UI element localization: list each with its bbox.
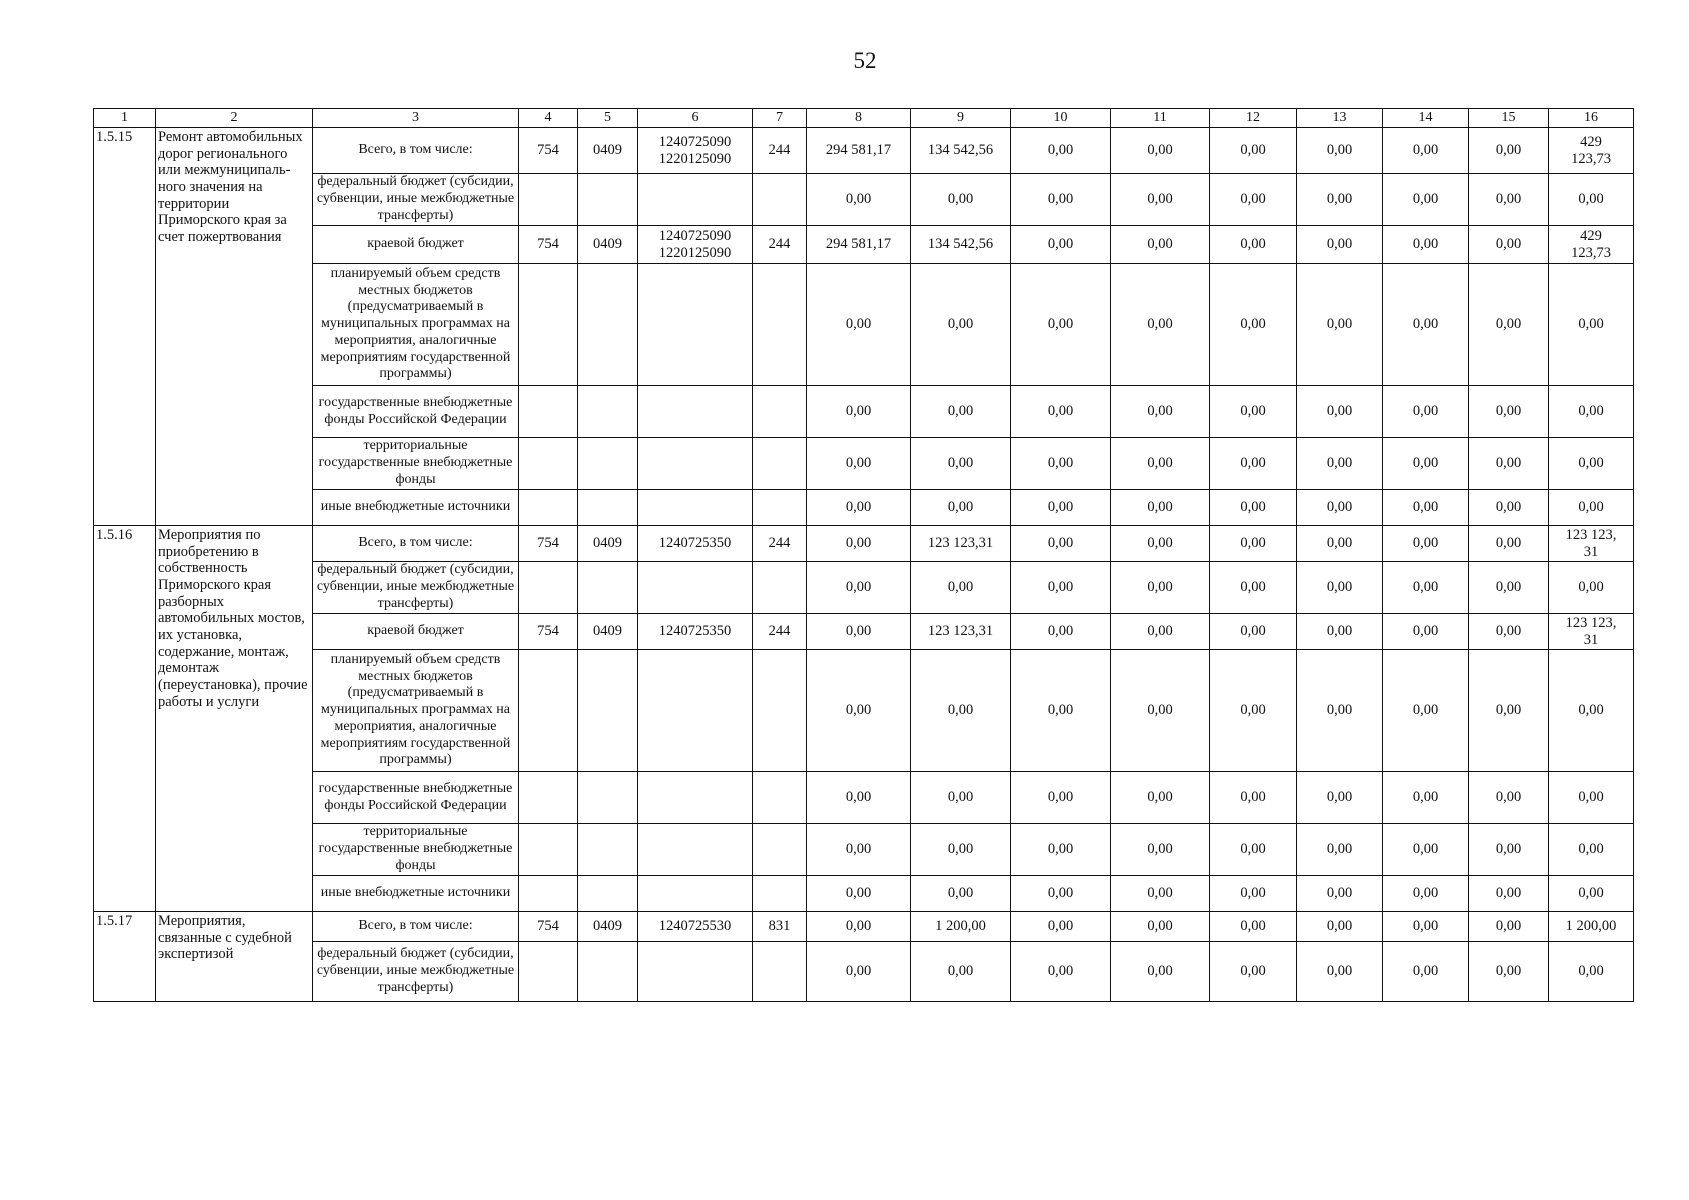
value-cell: 0,00 bbox=[1210, 614, 1297, 650]
funding-source-cell: планируемый объем средств местных бюджетов (предусматриваемый в муниципальных программах на мероприятия, аналогичные мероприятиям государственной программы) bbox=[313, 264, 519, 386]
value-cell: 0,00 bbox=[1011, 614, 1111, 650]
value-cell: 134 542,56 bbox=[911, 226, 1011, 264]
value-cell: 0,00 bbox=[1111, 562, 1210, 614]
table-row bbox=[94, 226, 1634, 264]
value-cell: 0,00 bbox=[1297, 912, 1383, 942]
value-cell: 0409 bbox=[578, 614, 638, 650]
value-cell: 0,00 bbox=[1469, 526, 1549, 562]
value-cell: 0,00 bbox=[1469, 824, 1549, 876]
section-name: Мероприятия по приобретению в собственность Приморского края разборных автомобильных мостов, их установка, содержание, монтаж, демонтаж (переустановка), прочие работы и услуги bbox=[156, 526, 313, 912]
value-cell bbox=[753, 174, 807, 226]
value-cell: 0,00 bbox=[911, 264, 1011, 386]
value-cell: 123 123, 31 bbox=[1549, 526, 1634, 562]
value-cell: 0,00 bbox=[1297, 128, 1383, 174]
funding-source-cell: федеральный бюджет (субсидии, субвенции, иные межбюджетные трансферты) bbox=[313, 174, 519, 226]
value-cell: 123 123, 31 bbox=[1549, 614, 1634, 650]
value-cell: 0,00 bbox=[807, 824, 911, 876]
column-header: 11 bbox=[1111, 109, 1210, 128]
value-cell: 0,00 bbox=[911, 772, 1011, 824]
value-cell: 0,00 bbox=[1210, 824, 1297, 876]
value-cell: 0,00 bbox=[1297, 526, 1383, 562]
value-cell: 0,00 bbox=[1011, 226, 1111, 264]
value-cell: 0,00 bbox=[1011, 264, 1111, 386]
value-cell: 0,00 bbox=[1011, 438, 1111, 490]
value-cell: 0,00 bbox=[1549, 174, 1634, 226]
table-row bbox=[94, 614, 1634, 650]
value-cell: 0,00 bbox=[1210, 650, 1297, 772]
value-cell: 0,00 bbox=[1549, 264, 1634, 386]
value-cell: 0,00 bbox=[1011, 650, 1111, 772]
value-cell bbox=[578, 876, 638, 912]
value-cell bbox=[519, 876, 578, 912]
value-cell: 0,00 bbox=[1383, 650, 1469, 772]
value-cell: 0,00 bbox=[807, 912, 911, 942]
value-cell bbox=[519, 650, 578, 772]
column-header: 2 bbox=[156, 109, 313, 128]
value-cell: 0,00 bbox=[1297, 438, 1383, 490]
funding-source-cell: Всего, в том числе: bbox=[313, 526, 519, 562]
column-header: 4 bbox=[519, 109, 578, 128]
value-cell: 0,00 bbox=[1297, 174, 1383, 226]
column-header: 8 bbox=[807, 109, 911, 128]
value-cell: 0,00 bbox=[807, 942, 911, 1002]
value-cell: 0,00 bbox=[1011, 912, 1111, 942]
value-cell bbox=[519, 562, 578, 614]
value-cell: 0,00 bbox=[1469, 562, 1549, 614]
value-cell: 0,00 bbox=[1111, 650, 1210, 772]
value-cell: 0,00 bbox=[1111, 438, 1210, 490]
value-cell: 0,00 bbox=[911, 386, 1011, 438]
value-cell: 0,00 bbox=[911, 438, 1011, 490]
value-cell bbox=[519, 942, 578, 1002]
value-cell: 0,00 bbox=[911, 562, 1011, 614]
value-cell: 0,00 bbox=[1383, 876, 1469, 912]
value-cell: 0,00 bbox=[911, 490, 1011, 526]
value-cell: 0,00 bbox=[1111, 614, 1210, 650]
column-header: 10 bbox=[1011, 109, 1111, 128]
value-cell: 0,00 bbox=[1210, 490, 1297, 526]
value-cell: 0,00 bbox=[1210, 264, 1297, 386]
value-cell: 1 200,00 bbox=[911, 912, 1011, 942]
value-cell: 0,00 bbox=[1297, 772, 1383, 824]
value-cell: 0,00 bbox=[807, 614, 911, 650]
value-cell: 0,00 bbox=[1469, 942, 1549, 1002]
value-cell: 0,00 bbox=[807, 438, 911, 490]
funding-source-cell: Всего, в том числе: bbox=[313, 912, 519, 942]
value-cell: 0,00 bbox=[807, 526, 911, 562]
value-cell bbox=[519, 824, 578, 876]
value-cell: 0,00 bbox=[1111, 942, 1210, 1002]
value-cell: 0,00 bbox=[1549, 386, 1634, 438]
section-name: Мероприятия, связанные с судебной экспертизой bbox=[156, 912, 313, 1002]
value-cell: 0,00 bbox=[1111, 526, 1210, 562]
value-cell: 0,00 bbox=[1383, 824, 1469, 876]
value-cell: 0,00 bbox=[1210, 942, 1297, 1002]
column-header: 5 bbox=[578, 109, 638, 128]
value-cell: 0,00 bbox=[911, 942, 1011, 1002]
value-cell: 0,00 bbox=[1111, 128, 1210, 174]
value-cell: 0,00 bbox=[1549, 650, 1634, 772]
value-cell: 0,00 bbox=[1297, 490, 1383, 526]
table-row bbox=[94, 772, 1634, 824]
column-header-row bbox=[94, 109, 1634, 128]
value-cell: 754 bbox=[519, 614, 578, 650]
value-cell: 0,00 bbox=[1297, 226, 1383, 264]
table-row bbox=[94, 562, 1634, 614]
value-cell: 1240725350 bbox=[638, 526, 753, 562]
value-cell bbox=[578, 386, 638, 438]
value-cell: 831 bbox=[753, 912, 807, 942]
value-cell: 0,00 bbox=[1011, 386, 1111, 438]
column-header: 14 bbox=[1383, 109, 1469, 128]
funding-source-cell: иные внебюджетные источники bbox=[313, 876, 519, 912]
value-cell bbox=[578, 942, 638, 1002]
value-cell bbox=[753, 386, 807, 438]
value-cell: 1 200,00 bbox=[1549, 912, 1634, 942]
value-cell bbox=[753, 942, 807, 1002]
value-cell: 1240725090 1220125090 bbox=[638, 226, 753, 264]
table-row bbox=[94, 264, 1634, 386]
table-row bbox=[94, 128, 1634, 174]
value-cell bbox=[753, 650, 807, 772]
value-cell: 0,00 bbox=[1210, 386, 1297, 438]
value-cell: 1240725530 bbox=[638, 912, 753, 942]
value-cell bbox=[753, 264, 807, 386]
section-number: 1.5.16 bbox=[94, 526, 156, 912]
value-cell: 0,00 bbox=[1383, 438, 1469, 490]
value-cell: 0,00 bbox=[1011, 824, 1111, 876]
value-cell: 0,00 bbox=[1469, 438, 1549, 490]
funding-source-cell: федеральный бюджет (субсидии, субвенции, иные межбюджетные трансферты) bbox=[313, 942, 519, 1002]
value-cell: 0,00 bbox=[1011, 490, 1111, 526]
table-row bbox=[94, 174, 1634, 226]
value-cell: 0,00 bbox=[1469, 264, 1549, 386]
value-cell: 0,00 bbox=[1011, 526, 1111, 562]
value-cell: 0,00 bbox=[1210, 174, 1297, 226]
value-cell: 244 bbox=[753, 614, 807, 650]
budget-table bbox=[93, 108, 1634, 1002]
column-header: 9 bbox=[911, 109, 1011, 128]
value-cell: 0,00 bbox=[1011, 876, 1111, 912]
table-row bbox=[94, 650, 1634, 772]
column-header: 7 bbox=[753, 109, 807, 128]
value-cell: 0,00 bbox=[1383, 942, 1469, 1002]
value-cell bbox=[638, 174, 753, 226]
value-cell: 0,00 bbox=[1111, 876, 1210, 912]
value-cell bbox=[638, 650, 753, 772]
table-row bbox=[94, 942, 1634, 1002]
value-cell: 0,00 bbox=[911, 650, 1011, 772]
value-cell: 0,00 bbox=[1297, 264, 1383, 386]
column-header: 1 bbox=[94, 109, 156, 128]
value-cell bbox=[753, 438, 807, 490]
value-cell: 0,00 bbox=[1549, 876, 1634, 912]
value-cell: 0,00 bbox=[1111, 824, 1210, 876]
value-cell bbox=[519, 772, 578, 824]
value-cell: 0,00 bbox=[1111, 226, 1210, 264]
value-cell: 0,00 bbox=[1469, 128, 1549, 174]
value-cell: 754 bbox=[519, 226, 578, 264]
funding-source-cell: территориальные государственные внебюджетные фонды bbox=[313, 824, 519, 876]
value-cell bbox=[578, 824, 638, 876]
value-cell: 0,00 bbox=[1210, 526, 1297, 562]
value-cell bbox=[638, 942, 753, 1002]
value-cell bbox=[519, 264, 578, 386]
value-cell: 0,00 bbox=[1297, 876, 1383, 912]
value-cell bbox=[519, 174, 578, 226]
value-cell: 0,00 bbox=[1297, 562, 1383, 614]
value-cell: 0,00 bbox=[1383, 264, 1469, 386]
table-row bbox=[94, 490, 1634, 526]
value-cell: 134 542,56 bbox=[911, 128, 1011, 174]
page-number: 52 bbox=[853, 48, 877, 73]
table-row bbox=[94, 824, 1634, 876]
value-cell bbox=[753, 824, 807, 876]
value-cell: 0,00 bbox=[1549, 942, 1634, 1002]
value-cell: 0,00 bbox=[1469, 614, 1549, 650]
value-cell bbox=[519, 438, 578, 490]
value-cell: 0409 bbox=[578, 128, 638, 174]
value-cell: 0409 bbox=[578, 912, 638, 942]
value-cell: 0,00 bbox=[807, 490, 911, 526]
value-cell: 1240725090 1220125090 bbox=[638, 128, 753, 174]
value-cell: 123 123,31 bbox=[911, 526, 1011, 562]
value-cell: 0,00 bbox=[807, 174, 911, 226]
value-cell: 0,00 bbox=[807, 650, 911, 772]
funding-source-cell: краевой бюджет bbox=[313, 614, 519, 650]
value-cell: 0,00 bbox=[1383, 772, 1469, 824]
funding-source-cell: иные внебюджетные источники bbox=[313, 490, 519, 526]
table-row bbox=[94, 438, 1634, 490]
column-header: 15 bbox=[1469, 109, 1549, 128]
value-cell: 0,00 bbox=[1469, 772, 1549, 824]
value-cell: 0,00 bbox=[1383, 174, 1469, 226]
value-cell: 0,00 bbox=[911, 824, 1011, 876]
value-cell: 0,00 bbox=[1111, 264, 1210, 386]
value-cell: 0,00 bbox=[1469, 226, 1549, 264]
value-cell: 0,00 bbox=[807, 772, 911, 824]
value-cell: 0,00 bbox=[1549, 562, 1634, 614]
value-cell: 0,00 bbox=[1111, 912, 1210, 942]
value-cell bbox=[578, 174, 638, 226]
column-header: 12 bbox=[1210, 109, 1297, 128]
value-cell: 0,00 bbox=[1011, 128, 1111, 174]
value-cell: 244 bbox=[753, 526, 807, 562]
value-cell: 0409 bbox=[578, 526, 638, 562]
value-cell bbox=[638, 386, 753, 438]
value-cell: 0,00 bbox=[1210, 562, 1297, 614]
value-cell: 244 bbox=[753, 128, 807, 174]
value-cell: 0,00 bbox=[1210, 876, 1297, 912]
value-cell bbox=[753, 876, 807, 912]
value-cell bbox=[519, 386, 578, 438]
value-cell bbox=[578, 264, 638, 386]
value-cell: 429 123,73 bbox=[1549, 128, 1634, 174]
value-cell: 294 581,17 bbox=[807, 226, 911, 264]
funding-source-cell: государственные внебюджетные фонды Российской Федерации bbox=[313, 772, 519, 824]
value-cell bbox=[638, 824, 753, 876]
value-cell: 1240725350 bbox=[638, 614, 753, 650]
value-cell: 0,00 bbox=[1011, 942, 1111, 1002]
value-cell: 0,00 bbox=[1549, 490, 1634, 526]
value-cell bbox=[753, 562, 807, 614]
value-cell bbox=[519, 490, 578, 526]
column-header: 16 bbox=[1549, 109, 1634, 128]
value-cell: 0,00 bbox=[1011, 562, 1111, 614]
value-cell bbox=[753, 772, 807, 824]
value-cell bbox=[638, 562, 753, 614]
value-cell: 0,00 bbox=[1011, 772, 1111, 824]
value-cell: 0,00 bbox=[1383, 226, 1469, 264]
value-cell: 0,00 bbox=[1383, 386, 1469, 438]
value-cell: 0,00 bbox=[1210, 128, 1297, 174]
table-row bbox=[94, 876, 1634, 912]
value-cell bbox=[638, 876, 753, 912]
value-cell: 0,00 bbox=[1297, 942, 1383, 1002]
funding-source-cell: краевой бюджет bbox=[313, 226, 519, 264]
value-cell: 0,00 bbox=[1111, 386, 1210, 438]
value-cell bbox=[578, 772, 638, 824]
value-cell bbox=[578, 490, 638, 526]
value-cell: 0,00 bbox=[1469, 386, 1549, 438]
funding-source-cell: территориальные государственные внебюджетные фонды bbox=[313, 438, 519, 490]
value-cell: 0,00 bbox=[1469, 174, 1549, 226]
table-row bbox=[94, 386, 1634, 438]
value-cell: 0,00 bbox=[1210, 438, 1297, 490]
value-cell: 0,00 bbox=[1383, 490, 1469, 526]
value-cell: 0,00 bbox=[1469, 650, 1549, 772]
value-cell: 0,00 bbox=[1383, 526, 1469, 562]
value-cell: 0,00 bbox=[911, 174, 1011, 226]
value-cell bbox=[638, 490, 753, 526]
value-cell: 0,00 bbox=[1111, 772, 1210, 824]
value-cell: 0,00 bbox=[1210, 912, 1297, 942]
section-number: 1.5.17 bbox=[94, 912, 156, 1002]
value-cell: 0,00 bbox=[1011, 174, 1111, 226]
column-header: 6 bbox=[638, 109, 753, 128]
value-cell: 0,00 bbox=[1469, 490, 1549, 526]
value-cell: 0,00 bbox=[1549, 772, 1634, 824]
value-cell: 0,00 bbox=[1210, 226, 1297, 264]
table-row bbox=[94, 912, 1634, 942]
value-cell: 123 123,31 bbox=[911, 614, 1011, 650]
value-cell bbox=[638, 264, 753, 386]
value-cell: 0,00 bbox=[1297, 386, 1383, 438]
value-cell: 0,00 bbox=[807, 386, 911, 438]
value-cell bbox=[578, 562, 638, 614]
funding-source-cell: Всего, в том числе: bbox=[313, 128, 519, 174]
section-name: Ремонт автомобильных дорог регионального или межмуниципаль-ного значения на территории Приморского края за счет пожертвования bbox=[156, 128, 313, 526]
value-cell: 0409 bbox=[578, 226, 638, 264]
value-cell: 429 123,73 bbox=[1549, 226, 1634, 264]
column-header: 13 bbox=[1297, 109, 1383, 128]
value-cell bbox=[638, 772, 753, 824]
value-cell: 0,00 bbox=[1469, 876, 1549, 912]
value-cell: 0,00 bbox=[807, 876, 911, 912]
value-cell: 0,00 bbox=[1469, 912, 1549, 942]
value-cell: 0,00 bbox=[1297, 824, 1383, 876]
value-cell: 0,00 bbox=[1111, 490, 1210, 526]
value-cell: 0,00 bbox=[1383, 912, 1469, 942]
value-cell: 0,00 bbox=[1297, 650, 1383, 772]
value-cell bbox=[578, 438, 638, 490]
value-cell: 0,00 bbox=[807, 264, 911, 386]
funding-source-cell: федеральный бюджет (субсидии, субвенции, иные межбюджетные трансферты) bbox=[313, 562, 519, 614]
table-row bbox=[94, 526, 1634, 562]
value-cell: 0,00 bbox=[1383, 562, 1469, 614]
value-cell bbox=[753, 490, 807, 526]
funding-source-cell: планируемый объем средств местных бюджетов (предусматриваемый в муниципальных программах на мероприятия, аналогичные мероприятиям государственной программы) bbox=[313, 650, 519, 772]
value-cell: 754 bbox=[519, 912, 578, 942]
value-cell: 0,00 bbox=[1210, 772, 1297, 824]
value-cell: 0,00 bbox=[1297, 614, 1383, 650]
value-cell: 0,00 bbox=[911, 876, 1011, 912]
column-header: 3 bbox=[313, 109, 519, 128]
value-cell: 0,00 bbox=[1111, 174, 1210, 226]
value-cell bbox=[578, 650, 638, 772]
value-cell: 0,00 bbox=[1549, 824, 1634, 876]
value-cell: 0,00 bbox=[1549, 438, 1634, 490]
value-cell: 754 bbox=[519, 128, 578, 174]
value-cell: 0,00 bbox=[807, 562, 911, 614]
value-cell bbox=[638, 438, 753, 490]
value-cell: 754 bbox=[519, 526, 578, 562]
section-number: 1.5.15 bbox=[94, 128, 156, 526]
funding-source-cell: государственные внебюджетные фонды Российской Федерации bbox=[313, 386, 519, 438]
value-cell: 244 bbox=[753, 226, 807, 264]
value-cell: 0,00 bbox=[1383, 128, 1469, 174]
value-cell: 294 581,17 bbox=[807, 128, 911, 174]
value-cell: 0,00 bbox=[1383, 614, 1469, 650]
